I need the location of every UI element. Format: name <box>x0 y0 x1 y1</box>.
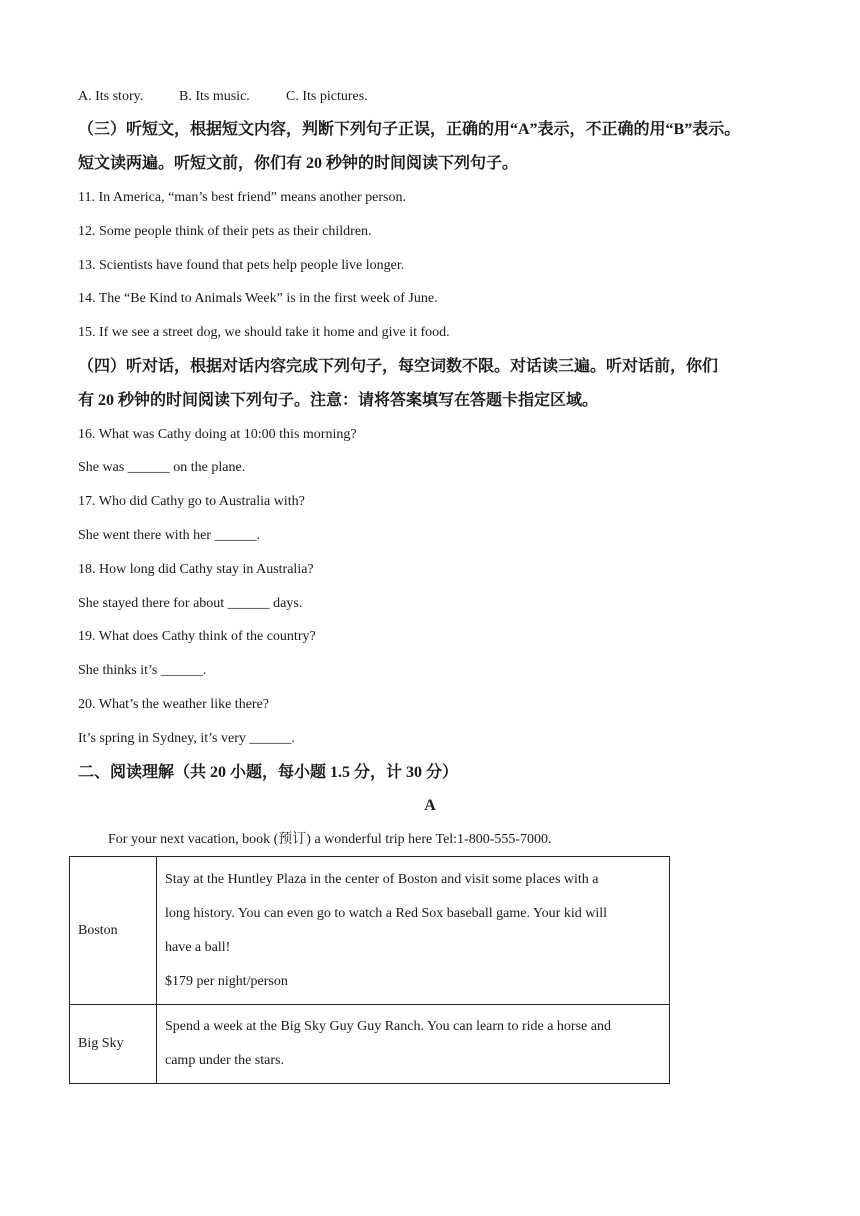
option-b: B. Its music. <box>179 89 250 104</box>
answer-18: She stayed there for about ______ days. <box>78 596 303 611</box>
section3-instruction-1: （三）听短文，根据短文内容，判断下列句子正误，正确的用“A”表示，不正确的用“B”表示。 <box>78 121 741 138</box>
description-cell <box>157 857 670 1005</box>
question-13: 13. Scientists have found that pets help people live longer. <box>78 258 405 273</box>
passage-label: A <box>424 797 436 814</box>
section4-instruction-2: 有 20 秒钟的时间阅读下列句子。注意：请将答案填写在答题卡指定区域。 <box>78 392 599 409</box>
question-19: 19. What does Cathy think of the country? <box>78 629 316 644</box>
description-line: Spend a week at the Big Sky Guy Guy Ranch. You can learn to ride a horse and <box>165 1019 611 1034</box>
answer-17: She went there with her ______. <box>78 528 260 543</box>
price-line: $179 per night/person <box>165 973 288 989</box>
section3-instruction-2: 短文读两遍。听短文前，你们有 20 秒钟的时间阅读下列句子。 <box>78 155 519 172</box>
option-c: C. Its pictures. <box>286 89 368 104</box>
question-15: 15. If we see a street dog, we should take it home and give it food. <box>78 325 450 340</box>
part2-title: 二、阅读理解（共 20 小题，每小题 1.5 分，计 30 分） <box>78 764 459 781</box>
section4-instruction-1: （四）听对话，根据对话内容完成下列句子，每空词数不限。对话读三遍。听对话前，你们 <box>78 358 719 375</box>
question-18: 18. How long did Cathy stay in Australia? <box>78 562 314 577</box>
description-line: camp under the stars. <box>165 1053 284 1068</box>
question-17: 17. Who did Cathy go to Australia with? <box>78 494 305 509</box>
description-cell <box>157 1005 670 1084</box>
answer-20: It’s spring in Sydney, it’s very ______. <box>78 731 295 746</box>
city-cell: Big Sky <box>70 1005 157 1084</box>
question-11: 11. In America, “man’s best friend” means another person. <box>78 190 406 205</box>
passage-intro: For your next vacation, book (预订) a wonderful trip here Tel:1-800-555-7000. <box>108 832 552 847</box>
question-20: 20. What’s the weather like there? <box>78 697 269 712</box>
table-row <box>70 1005 670 1084</box>
option-a: A. Its story. <box>78 89 144 104</box>
answer-19: She thinks it’s ______. <box>78 663 207 678</box>
table-row <box>70 857 670 1005</box>
question-16: 16. What was Cathy doing at 10:00 this morning? <box>78 427 357 442</box>
question-12: 12. Some people think of their pets as their children. <box>78 224 372 239</box>
trips-table <box>69 856 670 1084</box>
description-line: long history. You can even go to watch a Red Sox baseball game. Your kid will <box>165 905 607 921</box>
description-line: Stay at the Huntley Plaza in the center of Boston and visit some places with a <box>165 871 599 887</box>
city-cell: Boston <box>70 857 157 1005</box>
answer-16: She was ______ on the plane. <box>78 460 246 475</box>
description-line: have a ball! <box>165 939 231 955</box>
answer-options <box>78 87 368 107</box>
question-14: 14. The “Be Kind to Animals Week” is in the first week of June. <box>78 291 438 306</box>
